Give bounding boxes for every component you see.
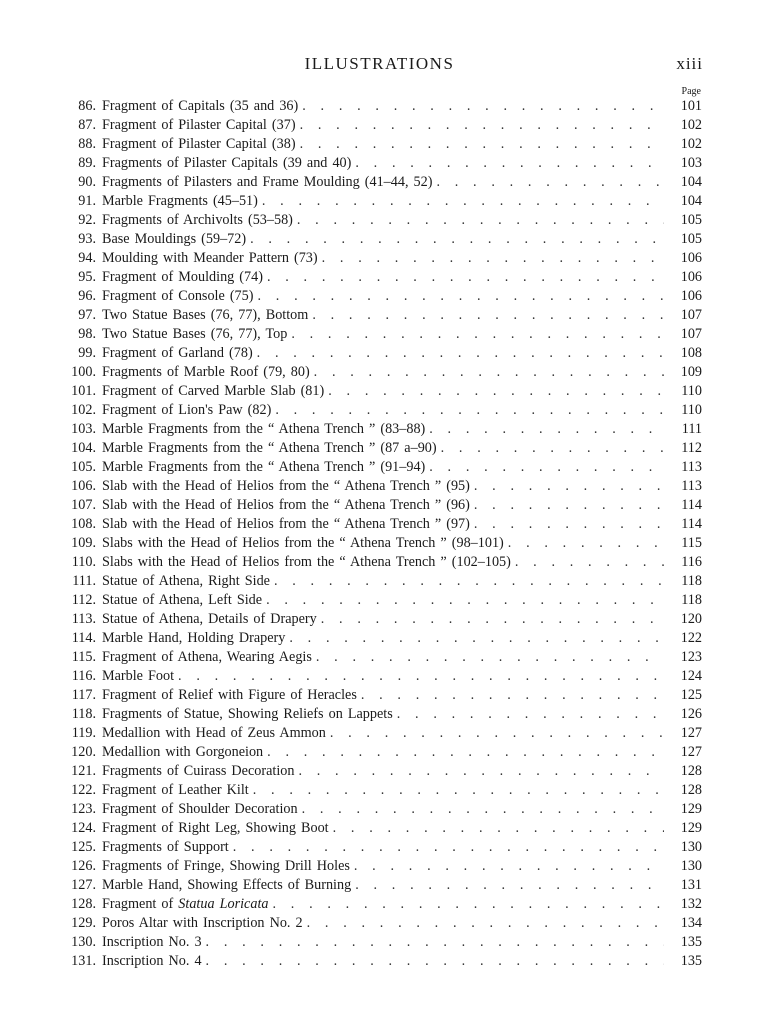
list-item [60, 363, 702, 382]
entry-number: 95. [78, 269, 96, 285]
dot-leader [275, 401, 664, 420]
entry-number: 130. [71, 934, 96, 950]
list-item [60, 344, 702, 363]
entry-page: 108 [680, 345, 702, 361]
list-item [60, 914, 702, 933]
entry-title [102, 724, 326, 743]
entry-title-text: Slab with the Head of Helios from the “ Athena Trench ” (95) [102, 478, 470, 494]
entry-title [102, 173, 432, 192]
list-item [60, 439, 702, 458]
entry-number: 119. [71, 725, 96, 741]
entry-page: 128 [680, 782, 702, 798]
page-column-label: Page [681, 86, 701, 97]
entry-page: 105 [680, 212, 702, 228]
dot-leader [257, 287, 664, 306]
entry-number: 112. [71, 592, 96, 608]
entry-number: 104. [71, 440, 96, 456]
entry-title-text: Statue of Athena, Details of Drapery [102, 611, 317, 627]
entry-title [102, 306, 308, 325]
entry-title-text: Slabs with the Head of Helios from the “ Athena Trench ” (98–101) [102, 535, 504, 551]
dot-leader [178, 667, 664, 686]
entry-title [102, 97, 298, 116]
entry-title [102, 116, 296, 135]
entry-page: 132 [680, 896, 702, 912]
dot-leader [429, 420, 664, 439]
list-item [60, 268, 702, 287]
entry-title [102, 553, 511, 572]
entry-title-text: Statue of Athena, Left Side [102, 592, 263, 608]
list-item [60, 553, 702, 572]
dot-leader [302, 800, 664, 819]
dot-leader [474, 515, 664, 534]
entry-title [102, 667, 174, 686]
entry-title-text: Fragment of Capitals (35 and 36) [102, 98, 299, 114]
entry-title [102, 382, 324, 401]
list-item [60, 496, 702, 515]
list-item [60, 325, 702, 344]
entry-page: 129 [680, 801, 702, 817]
entry-number: 99. [78, 345, 96, 361]
dot-leader [330, 724, 664, 743]
entry-number: 118. [71, 706, 96, 722]
entry-title-text: Slabs with the Head of Helios from the “ Athena Trench ” (102–105) [102, 554, 511, 570]
entry-title-text: Marble Foot [102, 668, 175, 684]
entry-title-text: Fragment of Relief with Figure of Heracles [102, 687, 357, 703]
entry-page: 130 [680, 858, 702, 874]
entry-title-text: Fragments of Fringe, Showing Drill Holes [102, 858, 350, 874]
entry-title-text: Fragment of Athena, Wearing Aegis [102, 649, 312, 665]
entry-number: 89. [78, 155, 96, 171]
list-item [60, 116, 702, 135]
dot-leader [333, 819, 664, 838]
entry-number: 127. [71, 877, 96, 893]
entry-title [102, 515, 470, 534]
dot-leader [441, 439, 664, 458]
list-item [60, 743, 702, 762]
entry-number: 94. [78, 250, 96, 266]
dot-leader [355, 154, 664, 173]
entry-title [102, 572, 270, 591]
entry-title [102, 401, 271, 420]
entry-page: 131 [680, 877, 702, 893]
dot-leader [262, 192, 664, 211]
entry-number: 88. [78, 136, 96, 152]
entry-title [102, 496, 470, 515]
entry-number: 117. [71, 687, 96, 703]
entry-title [102, 876, 351, 895]
entry-title [102, 268, 263, 287]
entry-title-text: Marble Hand, Holding Drapery [102, 630, 286, 646]
entry-title [102, 857, 350, 876]
entry-title [102, 800, 298, 819]
list-item [60, 420, 702, 439]
list-item [60, 382, 702, 401]
dot-leader [300, 135, 664, 154]
entry-title-text: Fragments of Cuirass Decoration [102, 763, 295, 779]
entry-title-text: Fragment of Pilaster Capital (38) [102, 136, 296, 152]
dot-leader [267, 268, 664, 287]
entry-title [102, 439, 437, 458]
entry-page: 120 [680, 611, 702, 627]
entry-page: 106 [680, 269, 702, 285]
entry-title-text: Two Statue Bases (76, 77), Top [102, 326, 288, 342]
page-title: ILLUSTRATIONS [304, 54, 455, 73]
entry-title-italic: Statua Loricata [178, 896, 269, 912]
entry-title-text: Two Statue Bases (76, 77), Bottom [102, 307, 309, 323]
entry-number: 122. [71, 782, 96, 798]
entry-title-text: Fragment of Carved Marble Slab (81) [102, 383, 325, 399]
entry-number: 90. [78, 174, 96, 190]
dot-leader [233, 838, 664, 857]
entry-title-text: Inscription No. 4 [102, 953, 202, 969]
entry-page: 118 [681, 573, 702, 589]
entry-page: 112 [681, 440, 702, 456]
list-item [60, 686, 702, 705]
dot-leader [250, 230, 664, 249]
entry-title-text: Slab with the Head of Helios from the “ Athena Trench ” (96) [102, 497, 470, 513]
entry-page: 104 [680, 174, 702, 190]
list-item [60, 572, 702, 591]
entry-number: 91. [78, 193, 96, 209]
dot-leader [312, 306, 664, 325]
entry-title [102, 420, 425, 439]
entry-page: 102 [680, 117, 702, 133]
entry-title [102, 534, 504, 553]
entry-number: 102. [71, 402, 96, 418]
list-item [60, 667, 702, 686]
dot-leader [272, 895, 664, 914]
entry-number: 101. [71, 383, 96, 399]
entry-page: 102 [680, 136, 702, 152]
entry-page: 107 [680, 326, 702, 342]
entry-title-text: Fragments of Pilasters and Frame Moulding (41–44, 52) [102, 174, 433, 190]
entry-title-text: Marble Fragments (45–51) [102, 193, 258, 209]
entry-title [102, 819, 329, 838]
entry-page: 116 [681, 554, 702, 570]
entry-title [102, 686, 357, 705]
entry-title [102, 952, 202, 971]
entry-title-text: Inscription No. 3 [102, 934, 202, 950]
entry-number: 106. [71, 478, 96, 494]
entry-number: 123. [71, 801, 96, 817]
entry-page: 122 [680, 630, 702, 646]
list-item [60, 458, 702, 477]
entry-number: 129. [71, 915, 96, 931]
entry-number: 115. [71, 649, 96, 665]
dot-leader [436, 173, 664, 192]
dot-leader [291, 325, 664, 344]
entry-page: 115 [681, 535, 702, 551]
dot-leader [289, 629, 664, 648]
entry-title [102, 154, 351, 173]
dot-leader [314, 363, 664, 382]
entry-page: 103 [680, 155, 702, 171]
dot-leader [397, 705, 664, 724]
list-item [60, 762, 702, 781]
entry-page: 101 [680, 98, 702, 114]
entry-title [102, 249, 318, 268]
dot-leader [361, 686, 664, 705]
entry-title-text: Marble Fragments from the “ Athena Trench ” (91–94) [102, 459, 426, 475]
list-item [60, 857, 702, 876]
entry-number: 87. [78, 117, 96, 133]
entry-title-text: Fragment of Moulding (74) [102, 269, 263, 285]
entry-page: 127 [680, 725, 702, 741]
list-item [60, 819, 702, 838]
dot-leader [297, 211, 664, 230]
entry-title [102, 629, 285, 648]
list-item [60, 781, 702, 800]
dot-leader [322, 249, 664, 268]
entry-title [102, 781, 249, 800]
entry-page: 130 [680, 839, 702, 855]
dot-leader [266, 591, 664, 610]
list-item [60, 534, 702, 553]
list-item [60, 192, 702, 211]
entry-number: 114. [71, 630, 96, 646]
dot-leader [206, 933, 664, 952]
list-item [60, 173, 702, 192]
entry-number: 100. [71, 364, 96, 380]
entry-title [102, 477, 470, 496]
dot-leader [474, 496, 664, 515]
dot-leader [508, 534, 664, 553]
entry-number: 116. [71, 668, 96, 684]
entry-page: 118 [681, 592, 702, 608]
dot-leader [316, 648, 664, 667]
list-item [60, 629, 702, 648]
entry-title-text: Fragment of Pilaster Capital (37) [102, 117, 296, 133]
list-item [60, 933, 702, 952]
entry-title [102, 914, 303, 933]
entry-page: 113 [681, 478, 702, 494]
entry-page: 110 [681, 402, 702, 418]
entry-page: 105 [680, 231, 702, 247]
entry-number: 131. [71, 953, 96, 969]
dot-leader [354, 857, 664, 876]
entry-number: 92. [78, 212, 96, 228]
list-item [60, 648, 702, 667]
dot-leader [515, 553, 664, 572]
dot-leader [300, 116, 664, 135]
entry-page: 128 [680, 763, 702, 779]
entry-title-text: Fragment of Leather Kilt [102, 782, 249, 798]
entry-title [102, 135, 296, 154]
entry-number: 105. [71, 459, 96, 475]
entry-title-text: Fragments of Statue, Showing Reliefs on Lappets [102, 706, 393, 722]
entry-title-text: Base Mouldings (59–72) [102, 231, 247, 247]
entry-title-text: Marble Hand, Showing Effects of Burning [102, 877, 352, 893]
entry-page: 123 [680, 649, 702, 665]
list-item [60, 306, 702, 325]
entry-number: 97. [78, 307, 96, 323]
entry-page: 124 [680, 668, 702, 684]
entry-page: 104 [680, 193, 702, 209]
entry-title-text: Fragment of Console (75) [102, 288, 254, 304]
entry-page: 125 [680, 687, 702, 703]
entry-title-text: Fragment of Shoulder Decoration [102, 801, 298, 817]
entry-page: 106 [680, 288, 702, 304]
dot-leader [307, 914, 664, 933]
entry-page: 113 [681, 459, 702, 475]
dot-leader [257, 344, 664, 363]
entry-title-text: Marble Fragments from the “ Athena Trench ” (83–88) [102, 421, 426, 437]
entry-page: 114 [681, 516, 702, 532]
entry-page: 129 [680, 820, 702, 836]
entry-title-text: Fragment of Lion's Paw (82) [102, 402, 272, 418]
dot-leader [267, 743, 664, 762]
list-item [60, 838, 702, 857]
entry-title [102, 458, 425, 477]
entry-number: 109. [71, 535, 96, 551]
entry-page: 114 [681, 497, 702, 513]
entry-number: 126. [71, 858, 96, 874]
dot-leader [298, 762, 664, 781]
entry-title-text: Fragments of Support [102, 839, 229, 855]
entry-title [102, 344, 253, 363]
entry-title-text: Slab with the Head of Helios from the “ Athena Trench ” (97) [102, 516, 470, 532]
list-item [60, 876, 702, 895]
entry-title-text: Moulding with Meander Pattern (73) [102, 250, 318, 266]
entry-number: 111. [72, 573, 96, 589]
list-item [60, 135, 702, 154]
entry-page: 107 [680, 307, 702, 323]
dot-leader [429, 458, 664, 477]
entry-number: 110. [71, 554, 96, 570]
list-item [60, 800, 702, 819]
list-item [60, 287, 702, 306]
entry-page: 106 [680, 250, 702, 266]
entry-number: 96. [78, 288, 96, 304]
list-item [60, 724, 702, 743]
dot-leader [328, 382, 664, 401]
entry-page: 134 [680, 915, 702, 931]
list-item [60, 401, 702, 420]
entry-number: 98. [78, 326, 96, 342]
entry-title [102, 287, 253, 306]
entry-title-text: Fragments of Archivolts (53–58) [102, 212, 293, 228]
entry-title [102, 743, 263, 762]
entry-page: 127 [680, 744, 702, 760]
dot-leader [253, 781, 664, 800]
entry-number: 124. [71, 820, 96, 836]
dot-leader [206, 952, 664, 971]
list-item [60, 477, 702, 496]
entry-title-text: Fragment of [102, 896, 179, 912]
list-item [60, 211, 702, 230]
entry-number: 113. [71, 611, 96, 627]
dot-leader [302, 97, 664, 116]
entry-title-text: Fragments of Pilaster Capitals (39 and 40) [102, 155, 352, 171]
entry-title [102, 705, 393, 724]
list-item [60, 154, 702, 173]
entry-title [102, 762, 294, 781]
entry-number: 128. [71, 896, 96, 912]
list-item [60, 895, 702, 914]
entry-title-text: Medallion with Gorgoneion [102, 744, 264, 760]
entry-title [102, 933, 202, 952]
list-item [60, 249, 702, 268]
entry-title-text: Fragment of Right Leg, Showing Boot [102, 820, 329, 836]
entry-title [102, 211, 293, 230]
list-item [60, 952, 702, 971]
list-item [60, 610, 702, 629]
dot-leader [474, 477, 664, 496]
entry-number: 93. [78, 231, 96, 247]
illustration-list [60, 97, 702, 971]
entry-number: 120. [71, 744, 96, 760]
entry-page: 135 [680, 953, 702, 969]
entry-page: 111 [681, 421, 702, 437]
entry-title-text: Marble Fragments from the “ Athena Trench ” (87 a–90) [102, 440, 437, 456]
entry-number: 103. [71, 421, 96, 437]
entry-number: 107. [71, 497, 96, 513]
entry-title [102, 230, 246, 249]
list-item [60, 515, 702, 534]
entry-title-text: Poros Altar with Inscription No. 2 [102, 915, 303, 931]
entry-number: 121. [71, 763, 96, 779]
list-item [60, 97, 702, 116]
entry-title-text: Fragment of Garland (78) [102, 345, 253, 361]
entry-title [102, 610, 317, 629]
entry-page: 109 [680, 364, 702, 380]
entry-number: 125. [71, 839, 96, 855]
list-item [60, 705, 702, 724]
entry-title-text: Medallion with Head of Zeus Ammon [102, 725, 326, 741]
entry-title [102, 895, 268, 914]
entry-title [102, 325, 287, 344]
entry-page: 110 [681, 383, 702, 399]
page-number: xiii [676, 54, 703, 73]
entry-title-text: Statue of Athena, Right Side [102, 573, 270, 589]
entry-page: 126 [680, 706, 702, 722]
entry-title [102, 838, 229, 857]
dot-leader [321, 610, 664, 629]
entry-number: 86. [78, 98, 96, 114]
list-item [60, 591, 702, 610]
list-item [60, 230, 702, 249]
entry-title [102, 648, 312, 667]
entry-title [102, 192, 258, 211]
dot-leader [274, 572, 664, 591]
entry-title [102, 363, 310, 382]
entry-page: 135 [680, 934, 702, 950]
entry-number: 108. [71, 516, 96, 532]
entry-title [102, 591, 262, 610]
entry-title-text: Fragments of Marble Roof (79, 80) [102, 364, 310, 380]
dot-leader [355, 876, 664, 895]
